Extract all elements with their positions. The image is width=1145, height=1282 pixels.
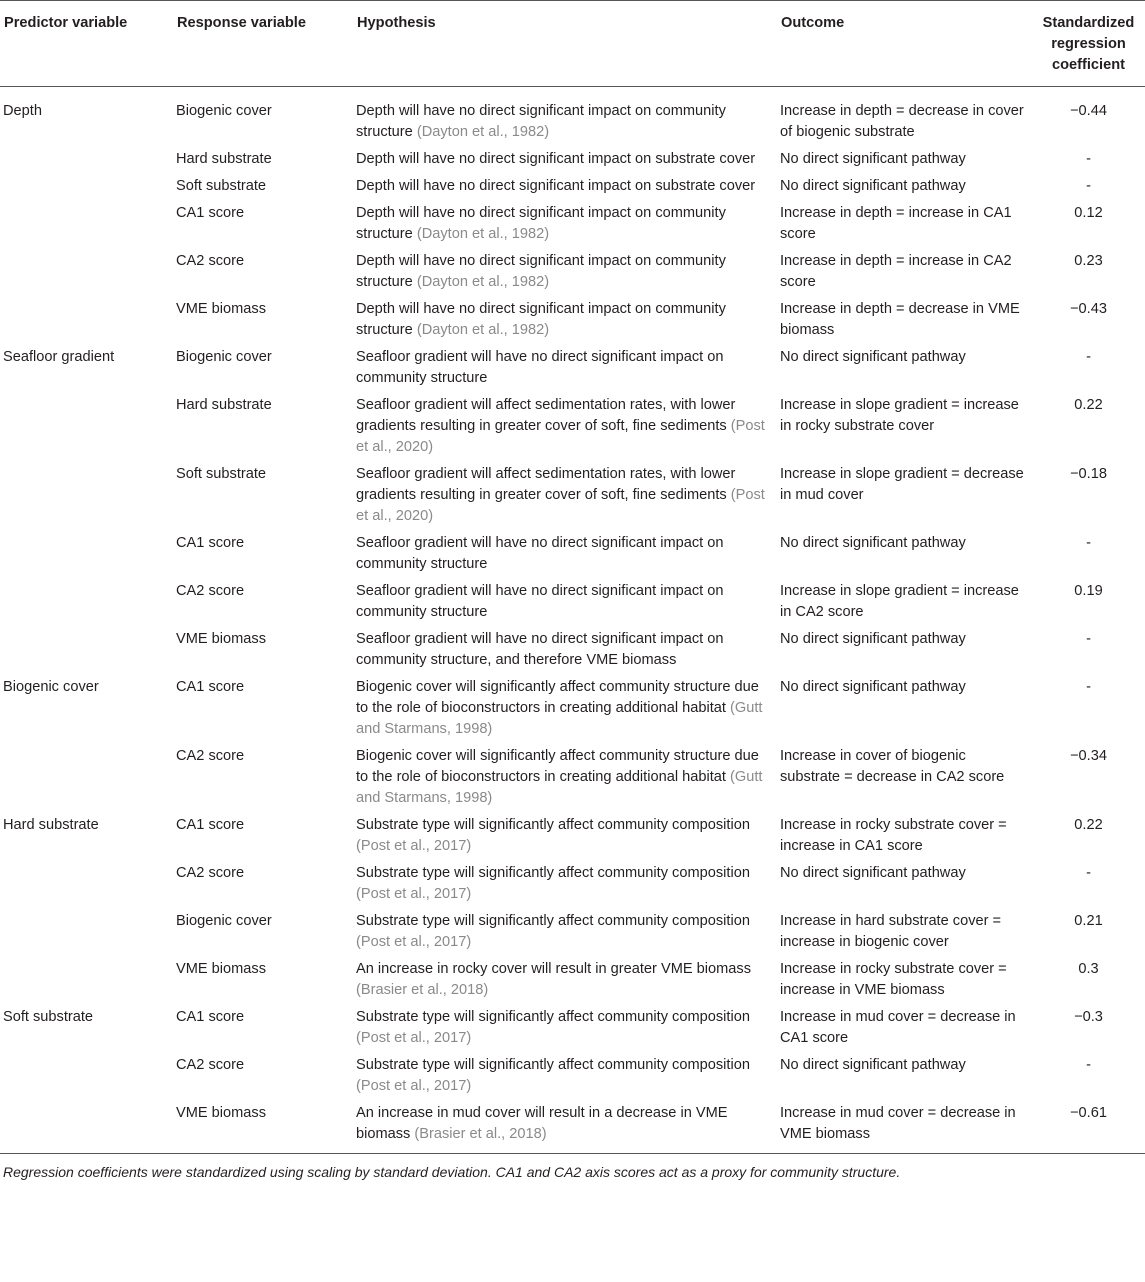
table-row <box>0 297 1145 345</box>
table-row <box>0 531 1145 579</box>
cell-coefficient: −0.18 <box>1070 466 1107 482</box>
citation-link[interactable]: (Dayton et al., 1982) <box>416 274 550 290</box>
table-footnote: Regression coefficients were standardized using scaling by standard deviation. CA1 and CA2 axis scores act as a proxy for community structure. <box>0 1153 1145 1182</box>
table-row <box>0 201 1145 249</box>
cell-hypothesis <box>353 1053 777 1101</box>
cell-response: CA2 score <box>176 253 245 269</box>
cell-coefficient: 0.21 <box>1074 913 1103 929</box>
cell-response: CA1 score <box>176 205 245 221</box>
hypothesis-text: Seafloor gradient will affect sedimentation rates, with lower gradients resulting in greater cover of soft, fine sediments <box>356 466 736 503</box>
cell-outcome: No direct significant pathway <box>780 535 966 551</box>
cell-hypothesis <box>353 201 777 249</box>
cell-hypothesis <box>353 579 777 627</box>
citation-link[interactable]: (Dayton et al., 1982) <box>416 124 550 140</box>
citation-link[interactable]: (Post et al., 2020) <box>356 418 765 455</box>
cell-predictor <box>0 1101 173 1153</box>
table-row <box>0 909 1145 957</box>
hypothesis-text: Biogenic cover will significantly affect community structure due to the role of bioconstructors in creating additional habitat <box>356 679 759 716</box>
cell-outcome: Increase in depth = decrease in VME biomass <box>780 301 1020 338</box>
hypothesis-text: Biogenic cover will significantly affect community structure due to the role of bioconstructors in creating additional habitat <box>356 748 759 785</box>
cell-predictor <box>0 579 173 627</box>
cell-hypothesis <box>353 147 777 174</box>
header-row <box>0 1 1145 87</box>
cell-response: Soft substrate <box>176 466 267 482</box>
cell-coefficient: 0.3 <box>1078 961 1099 977</box>
cell-hypothesis <box>353 1101 777 1153</box>
cell-hypothesis <box>353 345 777 393</box>
cell-response: CA1 score <box>176 817 245 833</box>
table-row <box>0 675 1145 744</box>
cell-predictor: Soft substrate <box>3 1009 94 1025</box>
cell-coefficient: - <box>1086 865 1091 881</box>
cell-predictor <box>0 393 173 462</box>
citation-link[interactable]: (Post et al., 2017) <box>356 838 472 854</box>
cell-outcome: Increase in depth = increase in CA1 score <box>780 205 1012 242</box>
cell-response: CA2 score <box>176 748 245 764</box>
cell-coefficient: 0.22 <box>1074 817 1103 833</box>
header-outcome: Outcome <box>777 1 1032 87</box>
citation-link[interactable]: (Post et al., 2017) <box>356 886 472 902</box>
table-row <box>0 462 1145 531</box>
table-row <box>0 1053 1145 1101</box>
header-hypothesis: Hypothesis <box>353 1 777 87</box>
cell-hypothesis <box>353 297 777 345</box>
cell-hypothesis <box>353 627 777 675</box>
hypothesis-text: Depth will have no direct significant impact on community structure <box>356 205 726 242</box>
cell-predictor: Biogenic cover <box>3 679 99 695</box>
cell-response: Soft substrate <box>176 178 267 194</box>
cell-hypothesis <box>353 393 777 462</box>
cell-predictor <box>0 462 173 531</box>
cell-coefficient: −0.43 <box>1070 301 1107 317</box>
cell-predictor <box>0 147 173 174</box>
citation-link[interactable]: (Brasier et al., 2018) <box>356 982 489 998</box>
cell-outcome: Increase in mud cover = decrease in CA1 score <box>780 1009 1016 1046</box>
citation-link[interactable]: (Gutt and Starmans, 1998) <box>356 769 763 806</box>
hypothesis-text: Seafloor gradient will have no direct significant impact on community structure <box>356 535 724 572</box>
cell-outcome: Increase in depth = decrease in cover of biogenic substrate <box>780 103 1024 140</box>
cell-predictor <box>0 627 173 675</box>
cell-response: CA1 score <box>176 1009 245 1025</box>
cell-outcome: Increase in slope gradient = increase in CA2 score <box>780 583 1019 620</box>
hypothesis-text: Depth will have no direct significant impact on substrate cover <box>356 151 756 167</box>
cell-predictor <box>0 249 173 297</box>
cell-coefficient: - <box>1086 679 1091 695</box>
cell-hypothesis <box>353 87 777 148</box>
cell-predictor <box>0 531 173 579</box>
cell-outcome: Increase in rocky substrate cover = increase in CA1 score <box>780 817 1007 854</box>
cell-response: CA1 score <box>176 679 245 695</box>
cell-outcome: No direct significant pathway <box>780 865 966 881</box>
cell-response: Hard substrate <box>176 151 272 167</box>
citation-link[interactable]: (Brasier et al., 2018) <box>414 1126 547 1142</box>
cell-response: CA1 score <box>176 535 245 551</box>
cell-outcome: No direct significant pathway <box>780 151 966 167</box>
cell-predictor: Depth <box>3 103 42 119</box>
cell-predictor <box>0 744 173 813</box>
cell-predictor <box>0 1053 173 1101</box>
cell-predictor <box>0 201 173 249</box>
cell-coefficient: 0.19 <box>1074 583 1103 599</box>
cell-outcome: No direct significant pathway <box>780 679 966 695</box>
cell-response: Biogenic cover <box>176 103 272 119</box>
table-row <box>0 393 1145 462</box>
hypothesis-text: Substrate type will significantly affect community composition <box>356 817 750 833</box>
cell-hypothesis <box>353 744 777 813</box>
cell-response: CA2 score <box>176 865 245 881</box>
cell-response: Hard substrate <box>176 397 272 413</box>
hypothesis-text: Depth will have no direct significant impact on community structure <box>356 301 726 338</box>
cell-predictor: Seafloor gradient <box>3 349 115 365</box>
cell-coefficient: −0.34 <box>1070 748 1107 764</box>
cell-outcome: No direct significant pathway <box>780 178 966 194</box>
table-row <box>0 345 1145 393</box>
cell-outcome: Increase in slope gradient = decrease in mud cover <box>780 466 1024 503</box>
table-row <box>0 627 1145 675</box>
cell-coefficient: −0.3 <box>1074 1009 1103 1025</box>
hypothesis-text: Substrate type will significantly affect community composition <box>356 1057 750 1073</box>
cell-coefficient: 0.22 <box>1074 397 1103 413</box>
cell-response: CA2 score <box>176 1057 245 1073</box>
cell-hypothesis <box>353 174 777 201</box>
citation-link[interactable]: (Gutt and Starmans, 1998) <box>356 700 763 737</box>
cell-outcome: Increase in depth = increase in CA2 score <box>780 253 1012 290</box>
cell-hypothesis <box>353 861 777 909</box>
cell-coefficient: - <box>1086 151 1091 167</box>
cell-hypothesis <box>353 249 777 297</box>
cell-outcome: No direct significant pathway <box>780 631 966 647</box>
hypothesis-text: Seafloor gradient will affect sedimentation rates, with lower gradients resulting in greater cover of soft, fine sediments <box>356 397 736 434</box>
cell-coefficient: 0.12 <box>1074 205 1103 221</box>
table-row <box>0 87 1145 148</box>
cell-coefficient: - <box>1086 535 1091 551</box>
table-row <box>0 744 1145 813</box>
table-row <box>0 249 1145 297</box>
citation-link[interactable]: (Dayton et al., 1982) <box>416 322 550 338</box>
cell-outcome: No direct significant pathway <box>780 1057 966 1073</box>
cell-outcome: Increase in rocky substrate cover = increase in VME biomass <box>780 961 1007 998</box>
hypothesis-text: Depth will have no direct significant impact on substrate cover <box>356 178 756 194</box>
hypothesis-text: Substrate type will significantly affect community composition <box>356 913 750 929</box>
hypothesis-text: Seafloor gradient will have no direct significant impact on community structure, and therefore VME biomass <box>356 631 724 668</box>
cell-predictor <box>0 297 173 345</box>
cell-outcome: Increase in cover of biogenic substrate = decrease in CA2 score <box>780 748 1005 785</box>
citation-link[interactable]: (Post et al., 2017) <box>356 1078 472 1094</box>
cell-response: Biogenic cover <box>176 349 272 365</box>
cell-hypothesis <box>353 675 777 744</box>
cell-predictor <box>0 861 173 909</box>
citation-link[interactable]: (Post et al., 2020) <box>356 487 765 524</box>
hypothesis-text: Depth will have no direct significant impact on community structure <box>356 253 726 290</box>
cell-hypothesis <box>353 909 777 957</box>
cell-hypothesis <box>353 531 777 579</box>
table-row <box>0 174 1145 201</box>
table-row <box>0 957 1145 1005</box>
citation-link[interactable]: (Dayton et al., 1982) <box>416 226 550 242</box>
cell-coefficient: −0.61 <box>1070 1105 1107 1121</box>
cell-outcome: Increase in slope gradient = increase in rocky substrate cover <box>780 397 1019 434</box>
table-row <box>0 813 1145 861</box>
cell-coefficient: 0.23 <box>1074 253 1103 269</box>
hypothesis-text: Depth will have no direct significant impact on community structure <box>356 103 726 140</box>
header-predictor: Predictor variable <box>0 1 173 87</box>
cell-hypothesis <box>353 462 777 531</box>
cell-response: VME biomass <box>176 301 267 317</box>
cell-hypothesis <box>353 957 777 1005</box>
cell-outcome: Increase in mud cover = decrease in VME biomass <box>780 1105 1016 1142</box>
cell-outcome: No direct significant pathway <box>780 349 966 365</box>
hypothesis-text: Seafloor gradient will have no direct significant impact on community structure <box>356 583 724 620</box>
cell-predictor <box>0 957 173 1005</box>
cell-hypothesis <box>353 813 777 861</box>
table-row <box>0 579 1145 627</box>
header-coefficient: Standardized regression coefficient <box>1032 1 1145 87</box>
hypothesis-text: An increase in rocky cover will result in greater VME biomass <box>356 961 751 977</box>
citation-link[interactable]: (Post et al., 2017) <box>356 1030 472 1046</box>
table-row <box>0 1005 1145 1053</box>
cell-coefficient: - <box>1086 178 1091 194</box>
cell-coefficient: - <box>1086 349 1091 365</box>
hypothesis-text: An increase in mud cover will result in a decrease in VME biomass <box>356 1105 728 1142</box>
cell-outcome: Increase in hard substrate cover = increase in biogenic cover <box>780 913 1002 950</box>
header-response: Response variable <box>173 1 353 87</box>
cell-coefficient: −0.44 <box>1070 103 1107 119</box>
cell-response: Biogenic cover <box>176 913 272 929</box>
cell-predictor: Hard substrate <box>3 817 99 833</box>
cell-coefficient: - <box>1086 1057 1091 1073</box>
cell-response: CA2 score <box>176 583 245 599</box>
cell-predictor <box>0 174 173 201</box>
cell-response: VME biomass <box>176 631 267 647</box>
cell-response: VME biomass <box>176 1105 267 1121</box>
cell-predictor <box>0 909 173 957</box>
cell-hypothesis <box>353 1005 777 1053</box>
table-body <box>0 87 1145 1154</box>
table-row <box>0 861 1145 909</box>
table-row <box>0 1101 1145 1153</box>
cell-response: VME biomass <box>176 961 267 977</box>
cell-coefficient: - <box>1086 631 1091 647</box>
hypothesis-text: Seafloor gradient will have no direct significant impact on community structure <box>356 349 724 386</box>
citation-link[interactable]: (Post et al., 2017) <box>356 934 472 950</box>
table-header <box>0 1 1145 87</box>
table-row <box>0 147 1145 174</box>
hypothesis-text: Substrate type will significantly affect community composition <box>356 865 750 881</box>
hypothesis-text: Substrate type will significantly affect community composition <box>356 1009 750 1025</box>
